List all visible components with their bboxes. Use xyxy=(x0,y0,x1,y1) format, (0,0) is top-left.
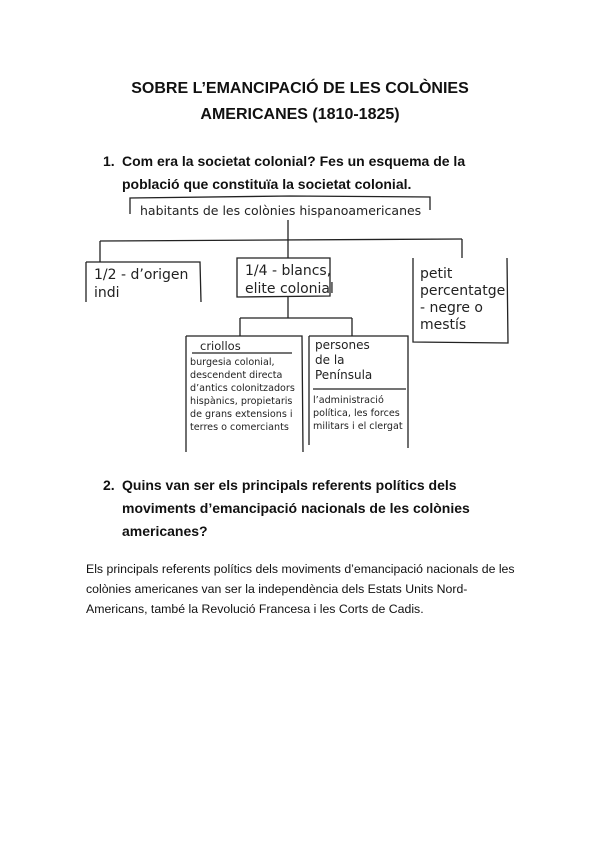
branch-2-line-2: elite colonial xyxy=(245,281,334,297)
sub-1-line: d’antics colonitzadors xyxy=(190,383,295,394)
sub-2-heading xyxy=(315,338,395,383)
sub-2-line: militars i el clergat xyxy=(313,421,403,432)
sub-2-box xyxy=(309,336,408,448)
question-1 xyxy=(103,150,493,196)
branch-2-box xyxy=(237,258,330,297)
sub-1-box xyxy=(186,336,303,452)
sub-2-heading-line: Península xyxy=(315,368,373,382)
branch-2-label xyxy=(245,262,334,298)
branch-3-line-3: - negre o xyxy=(420,300,483,316)
branch-1-label xyxy=(94,266,188,302)
sub-1-line: hispànics, propietaris xyxy=(190,396,293,407)
branch-3-line-1: petit xyxy=(420,266,453,282)
sub-1-line: descendent directa xyxy=(190,370,283,381)
question-2-text: Quins van ser els principals referents polítics dels moviments d’emancipació nacionals de les colònies americanes? xyxy=(122,477,470,539)
root-box-line xyxy=(130,196,430,214)
sub-connector xyxy=(240,297,352,336)
question-1-number: 1. xyxy=(103,153,115,169)
branch-3-box xyxy=(413,258,508,343)
sub-2-description xyxy=(313,394,408,433)
branch-1-line-2: indi xyxy=(94,285,120,301)
branch-1-line-1: 1/2 - d’origen xyxy=(94,267,189,283)
branch-3-line-4: mestís xyxy=(420,317,467,333)
page-title xyxy=(0,76,600,128)
sub-1-line: de grans extensions i xyxy=(190,409,293,420)
sub-2-heading-line: de la xyxy=(315,353,345,367)
sub-1-line: terres o comerciants xyxy=(190,422,289,433)
title-line-1: SOBRE L’EMANCIPACIÓ DE LES COLÒNIES xyxy=(131,80,469,97)
sub-2-line: l’administració xyxy=(313,395,384,406)
sub-1-heading: criollos xyxy=(200,339,241,353)
answer-paragraph: Els principals referents polítics dels moviments d’emancipació nacionals de les colònies americanes van ser la independència dels Estats Units Nord-Americans, també la Revolució Francesa i les Corts de Cadis. xyxy=(86,562,515,616)
sub-2-heading-line: persones xyxy=(315,338,370,352)
sub-2-line: política, les forces xyxy=(313,408,400,419)
question-1-text: Com era la societat colonial? Fes un esquema de la població que constituïa la societat colonial. xyxy=(122,153,466,192)
title-line-2: AMERICANES (1810-1825) xyxy=(200,106,400,123)
branch-2-line-1: 1/4 - blancs, xyxy=(245,263,332,279)
question-2 xyxy=(103,474,503,543)
sub-1-description xyxy=(190,356,300,434)
question-2-number: 2. xyxy=(103,477,115,493)
branch-3-label xyxy=(420,266,505,334)
branch-3-line-2: percentatge xyxy=(420,283,506,299)
diagram-root-label: habitants de les colònies hispanoamericanes xyxy=(140,203,422,218)
main-branch-line xyxy=(100,239,462,241)
sub-1-line: burgesia colonial, xyxy=(190,357,275,368)
branch-1-box xyxy=(86,262,201,302)
